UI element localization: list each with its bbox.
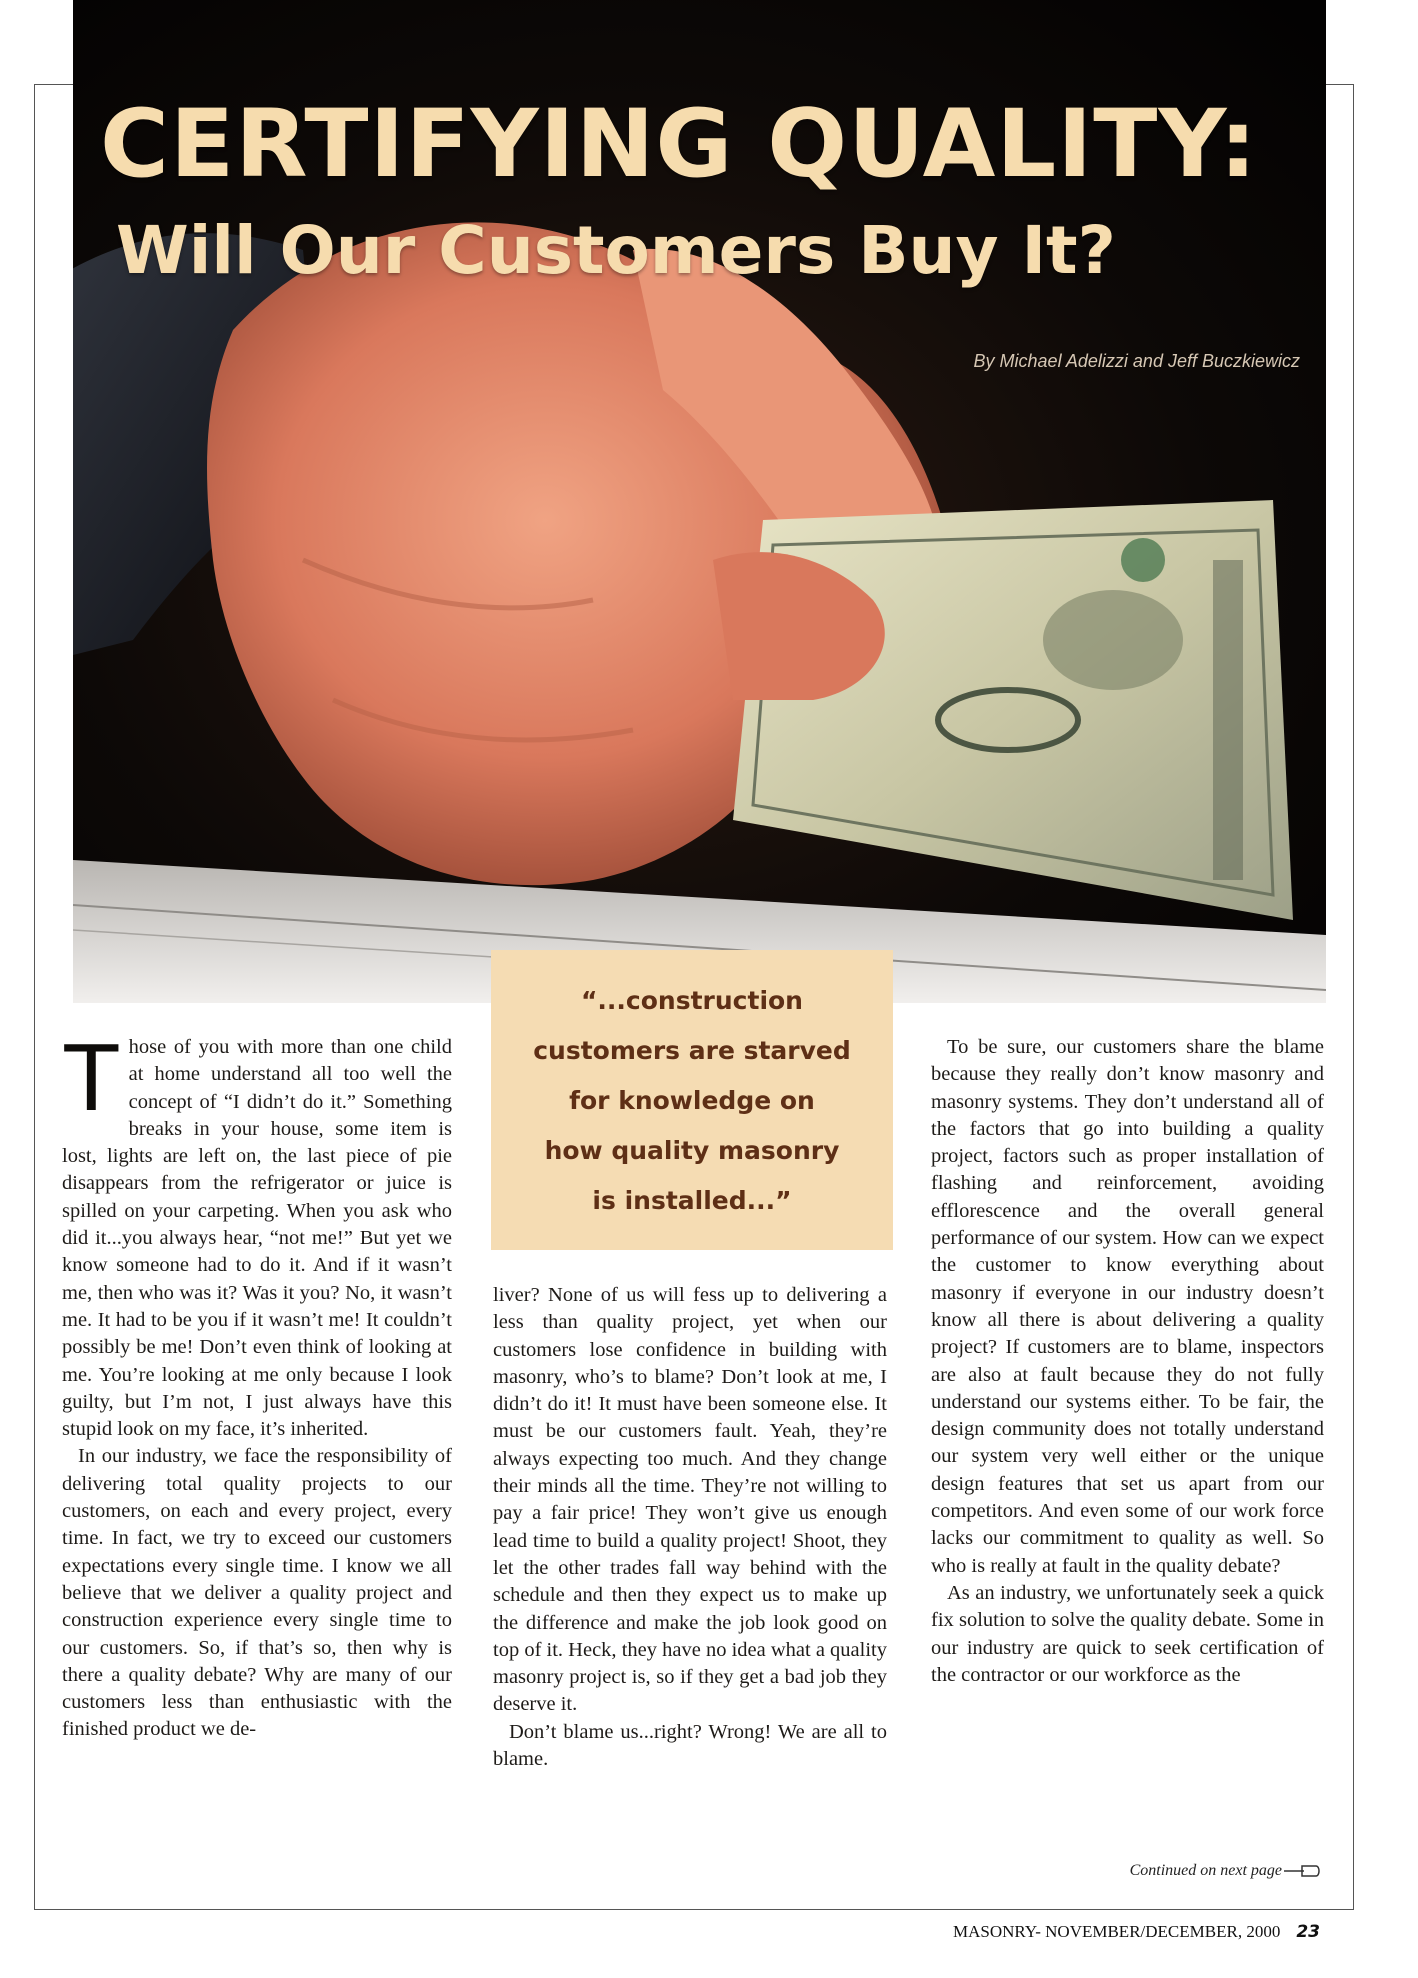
body-paragraph: liver? None of us will fess up to delivering a less than quality project, yet when our customers lose confidence in building with masonry, who’s to blame? Don’t look at me, I didn’t do it! It must have been someone else. It must be our customers fault. Yeah, they’re always expecting too much. And they change their minds all the time. They’re not willing to pay a fair price! They won’t give us enough lead time to build a quality project! Shoot, they let the other trades fall way behind with the schedule and then they expect us to make up the difference and make the job look good on top of it. Heck, they have no idea what a quality masonry project is, so if they get a bad job they deserve it. xyxy=(493,1284,887,1716)
pull-quote-line: “...construction xyxy=(581,986,803,1015)
page-border-rule xyxy=(1325,84,1353,85)
body-paragraph xyxy=(62,1024,452,1443)
page-number: 23 xyxy=(1296,1922,1320,1942)
pull-quote-line: is installed...” xyxy=(592,1186,792,1215)
article-byline: By Michael Adelizzi and Jeff Buczkiewicz xyxy=(973,351,1300,371)
drop-cap: T xyxy=(62,1024,121,1131)
text-column-2 xyxy=(493,1282,887,1773)
text-column-3 xyxy=(931,1034,1324,1689)
text-column-1 xyxy=(62,1024,452,1744)
page-border-rule xyxy=(1353,84,1354,1910)
article-title: CERTIFYING QUALITY: xyxy=(100,90,1258,199)
page-border-rule xyxy=(34,1909,1354,1910)
body-paragraph: Don’t blame us...right? Wrong! We are all to blame. xyxy=(493,1720,887,1771)
body-paragraph: As an industry, we unfortunately seek a quick fix solution to solve the quality debate. Some in our industry are quick to seek certification of the contractor or our workforce as the xyxy=(931,1581,1324,1686)
pull-quote-line: for knowledge on xyxy=(569,1086,815,1115)
continued-text: Continued on next page xyxy=(1129,1862,1282,1879)
paragraph-text: hose of you with more than one child at home understand all too well the concept of “I didn’t do it.” Something breaks in your house, some item is lost, lights are left on, the last piece of pie disappears from the refrigerator or juice is spilled on your carpeting. When you ask who did it...you always hear, “not me!” But yet we know someone had to do it. And if it wasn’t me, then who was it? Was it you? No, it wasn’t me. It had to be you if it wasn’t me! It couldn’t possibly be me! Don’t even think of looking at me. You’re looking at me only because I look guilty, but I’m not, I just always have this stupid look on my face, it’s inherited. xyxy=(62,1036,452,1441)
page-border-rule xyxy=(34,84,74,85)
arrow-right-icon xyxy=(1284,1864,1320,1878)
pull-quote-line: customers are starved xyxy=(533,1036,851,1065)
page-footer xyxy=(880,1922,1320,1942)
article-subtitle: Will Our Customers Buy It? xyxy=(116,212,1116,289)
publication-info: MASONRY- NOVEMBER/DECEMBER, 2000 xyxy=(953,1922,1281,1941)
body-paragraph: To be sure, our customers share the blame because they really don’t know masonry and masonry systems. They don’t understand all of the factors that go into building a quality project, factors such as proper installation of flashing and reinforcement, avoiding efflorescence and the overall general performance of our system. How can we expect the customer to know everything about masonry if everyone in our industry doesn’t know all there is about delivering a quality project? If customers are to blame, inspectors are also at fault because they do not fully understand our systems either. To be fair, the design community does not totally understand our system very well either or the unique design features that set us apart from our competitors. And even some of our work force lacks our commitment to quality as well. So who is really at fault in the quality debate? xyxy=(931,1036,1324,1577)
page-border-rule xyxy=(34,84,35,1910)
continued-note xyxy=(1040,1862,1320,1880)
pull-quote-line: how quality masonry xyxy=(544,1136,840,1165)
body-paragraph: In our industry, we face the responsibility of delivering total quality projects to our customers, on each and every project, every time. In fact, we try to exceed our customers expectations every single time. I know we all believe that we deliver a quality project and construction experience every single time to our customers. So, if that’s so, then why is there a quality debate? Why are many of our customers less than enthusiastic with the finished product we de- xyxy=(62,1445,452,1741)
pull-quote xyxy=(491,950,893,1250)
